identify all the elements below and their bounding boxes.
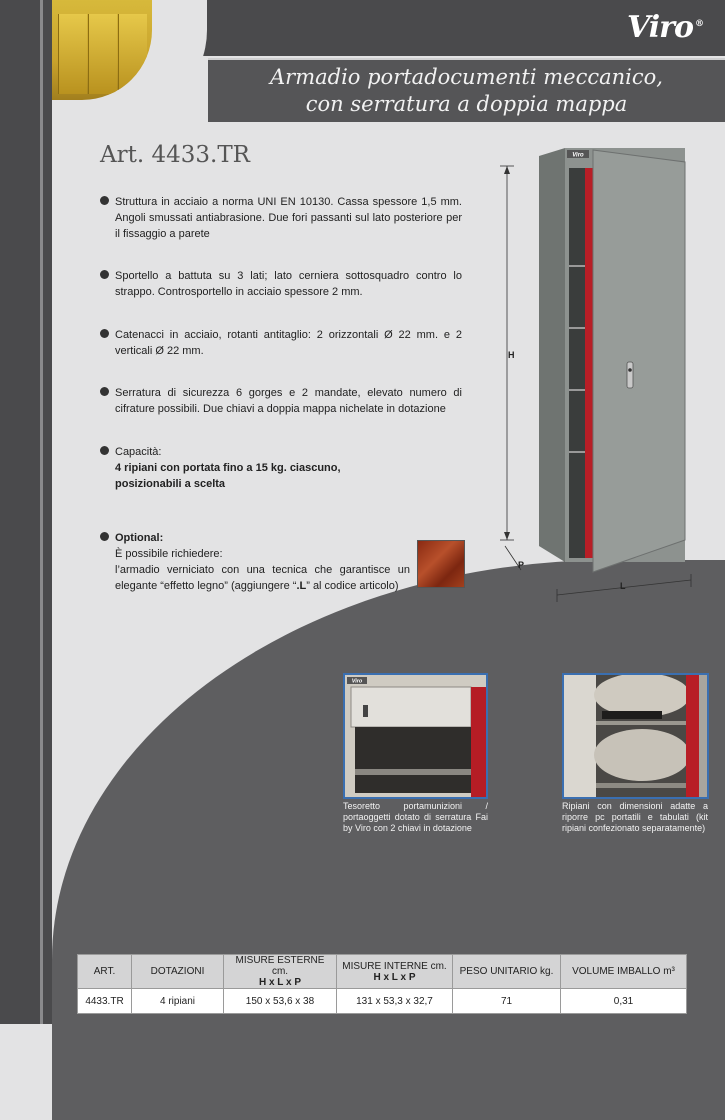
bullet-icon — [100, 387, 109, 396]
cell-misure-esterne: 150 x 53,6 x 38 — [224, 989, 337, 1014]
bullet-icon — [100, 329, 109, 338]
col-header-misure-esterne: MISURE ESTERNE cm. H x L x P — [224, 955, 337, 989]
optional-title: Optional: — [115, 532, 164, 544]
page-title-line-1: Armadio portadocumenti meccanico, — [270, 65, 663, 89]
capacity-line-1: 4 ripiani con portata fino a 15 kg. ciascuno, — [115, 462, 341, 474]
feature-item — [100, 327, 462, 359]
dimension-h-label: H — [508, 350, 515, 360]
cabinet-svg — [495, 140, 705, 610]
feature-text: Sportello a battuta su 3 lati; lato cerniera sottosquadro contro lo strappo. Controsportello in acciaio spessore 2 mm. — [115, 270, 462, 298]
left-sidebar-band — [0, 0, 52, 1024]
feature-text: Struttura in acciaio a norma UNI EN 10130. Cassa spessore 1,5 mm. Angoli smussati antiabrasione. Due fori passanti sul lato posteriore per il fissaggio a parete — [115, 196, 462, 240]
article-code: Art. 4433.TR — [100, 142, 250, 168]
dimension-p-label: P — [518, 560, 525, 570]
feature-item — [100, 194, 462, 242]
left-sidebar-stripe — [40, 0, 43, 1024]
feature-item — [100, 268, 462, 300]
feature-text: Serratura di sicurezza 6 gorges e 2 mandate, elevato numero di cifrature possibili. Due chiavi a doppia mappa nichelate in dotazione — [115, 387, 462, 415]
photo-ammo-safe — [343, 673, 488, 799]
table-header-row — [78, 955, 687, 989]
cell-dotazioni: 4 ripiani — [132, 989, 224, 1014]
col-header-misure-interne: MISURE INTERNE cm. H x L x P — [337, 955, 453, 989]
optional-item — [100, 530, 410, 594]
folders-image — [52, 0, 152, 100]
bullet-icon — [100, 196, 109, 205]
table-row — [78, 989, 687, 1014]
cell-art: 4433.TR — [78, 989, 132, 1014]
spec-table — [77, 954, 687, 1014]
lock-icon — [627, 362, 633, 388]
cabinet-illustration — [495, 140, 705, 610]
photo-shelves — [562, 673, 709, 799]
bullet-icon — [100, 446, 109, 455]
col-header-peso: PESO UNITARIO kg. — [453, 955, 561, 989]
brand-logo: Viro ® — [627, 10, 703, 45]
capacity-label: Capacità: — [115, 446, 162, 458]
photo-caption-1: Tesoretto portamunizioni / portaoggetti dotato di serratura Fai by Viro con 2 chiavi in dotazione — [343, 801, 488, 833]
door-seal-red — [585, 168, 593, 558]
title-box — [208, 58, 725, 122]
page-title-line-2: con serratura a doppia mappa — [305, 92, 628, 116]
cell-misure-interne: 131 x 53,3 x 32,7 — [337, 989, 453, 1014]
photo-caption-2: Ripiani con dimensioni adatte a riporre pc portatili e tabulati (kit ripiani confezionato separatamente) — [562, 801, 708, 833]
optional-line-1: È possibile richiedere: — [115, 548, 223, 560]
cabinet-badge: Viro — [572, 152, 584, 159]
dimension-l-label: L — [620, 581, 626, 591]
header-folders-photo — [52, 0, 207, 120]
bullet-icon — [100, 270, 109, 279]
col-header-art: ART. — [78, 955, 132, 989]
optional-line-2: l’armadio verniciato con una tecnica che garantisce un elegante “effetto legno” (aggiungere “.L” al codice articolo) — [115, 564, 410, 592]
cell-peso: 71 — [453, 989, 561, 1014]
col-header-volume: VOLUME IMBALLO m³ — [561, 955, 687, 989]
cell-volume: 0,31 — [561, 989, 687, 1014]
col-header-dotazioni: DOTAZIONI — [132, 955, 224, 989]
bullet-icon — [100, 532, 109, 541]
feature-item — [100, 385, 462, 417]
photo-badge: Viro — [351, 678, 363, 685]
bottom-dark-wave — [52, 560, 725, 1120]
capacity-line-2: posizionabili a scelta — [115, 478, 226, 490]
wood-finish-swatch — [417, 540, 465, 588]
feature-text: Catenacci in acciaio, rotanti antitaglio: 2 orizzontali Ø 22 mm. e 2 verticali Ø 22 mm. — [115, 329, 462, 357]
capacity-item — [100, 444, 462, 492]
